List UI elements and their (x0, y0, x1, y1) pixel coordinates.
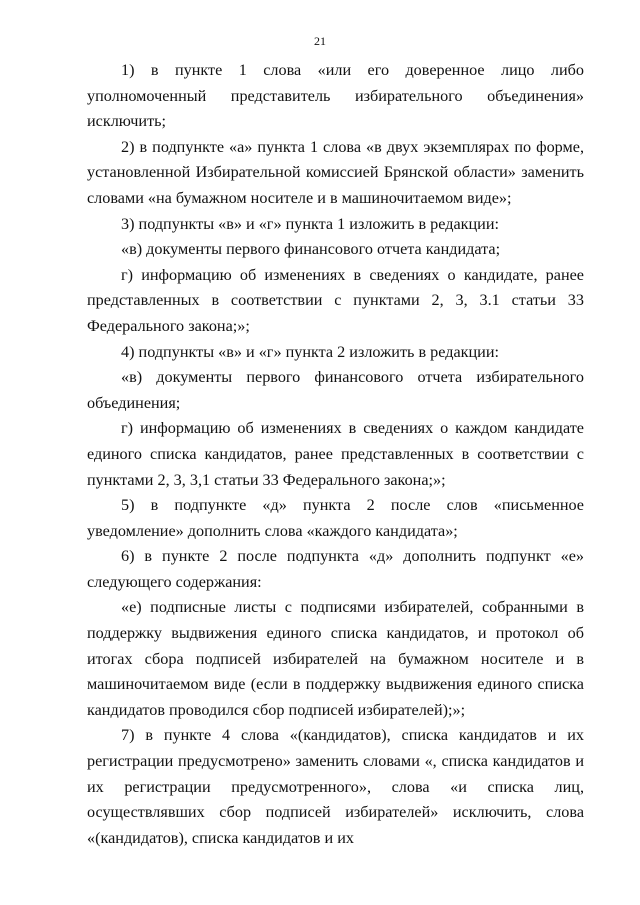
page-number: 21 (314, 34, 326, 48)
paragraph-item-1: 1) в пункте 1 слова «или его доверенное лицо либо уполномоченный представитель избирательного объединения» исключить; (87, 61, 584, 131)
document-body (87, 58, 584, 851)
paragraph-item-7: 7) в пункте 4 слова «(кандидатов), списка кандидатов и их регистрации предусмотрено» заменить словами «, списка кандидатов и их регистрации предусмотренного», слова «и списка лиц, осуществлявших сбор подписей избирателей» исключить, слова «(кандидатов), списка кандидатов и их (87, 726, 584, 847)
paragraph-item-2: 2) в подпункте «а» пункта 1 слова «в двух экземплярах по форме, установленной Избирательной комиссией Брянской области» заменить словами «на бумажном носителе и в машиночитаемом виде»; (87, 137, 584, 207)
paragraph-item-4: 4) подпункты «в» и «г» пункта 2 изложить в редакции: (121, 342, 500, 361)
paragraph-item-6: 6) в пункте 2 после подпункта «д» дополнить подпункт «е» следующего содержания: (87, 547, 584, 591)
paragraph-quote-e: «е) подписные листы с подписями избирателей, собранными в поддержку выдвижения единого списка кандидатов, и протокол об итогах сбора подписей избирателей на бумажном носителе и в машиночитаемом виде (если в поддержку выдвижения единого списка кандидатов проводился сбор подписей избирателей);»; (87, 598, 584, 719)
paragraph-quote-v-association: «в) документы первого финансового отчета избирательного объединения; (87, 368, 584, 412)
paragraph-quote-v-candidate: «в) документы первого финансового отчета кандидата; (121, 240, 501, 259)
paragraph-item-3: 3) подпункты «в» и «г» пункта 1 изложить в редакции: (121, 214, 500, 233)
paragraph-item-5: 5) в подпункте «д» пункта 2 после слов «письменное уведомление» дополнить слова «каждого кандидата»; (87, 496, 584, 540)
paragraph-quote-g-candidate: г) информацию об изменениях в сведениях о кандидате, ранее представленных в соответствии с пунктами 2, 3, 3.1 статьи 33 Федерального закона;»; (87, 265, 584, 335)
paragraph-quote-g-association: г) информацию об изменениях в сведениях о каждом кандидате единого списка кандидатов, ранее представленных в соответствии с пунктами 2, 3, 3,1 статьи 33 Федерального закона;»; (87, 419, 584, 489)
